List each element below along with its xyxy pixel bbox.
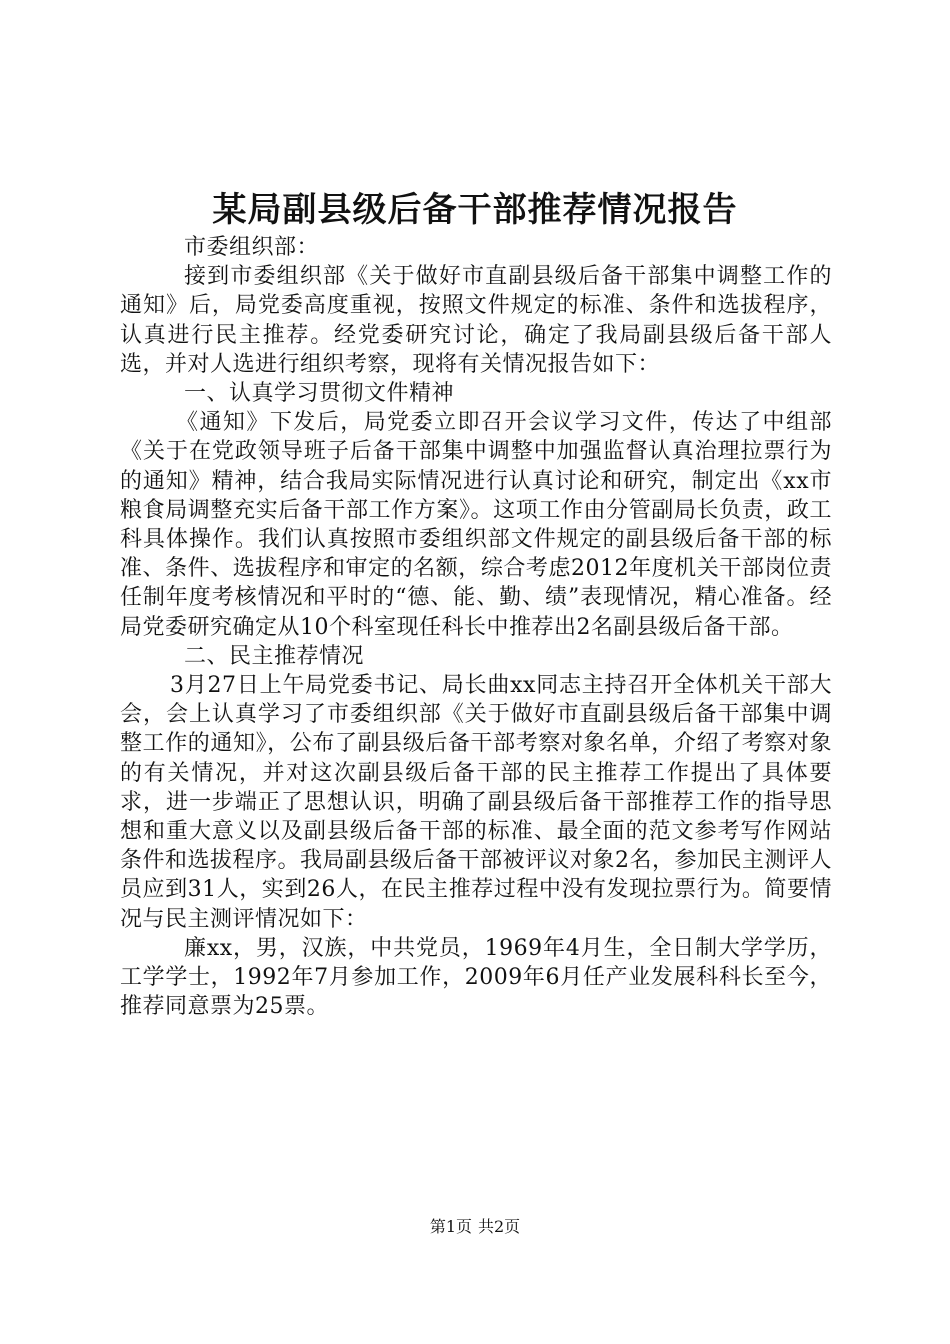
section-heading-1: 一、认真学习贯彻文件精神	[184, 381, 455, 407]
section-1-paragraph: 《通知》下发后，局党委立即召开会议学习文件，传达了中组部《关于在党政领导班子后备干部集中调整中加强监督认真治理拉票行为的通知》精神，结合我局实际情况进行认真讨论和研究，制定出《xx市粮食局调整充实后备干部工作方案》。这项工作由分管副局长负责，政工科具体操作。我们认真按照市委组织部文件规定的副县级后备干部的标准、条件、选拔程序和审定的名额，综合考虑2012年度机关干部岗位责任制年度考核情况和平时的“德、能、勤、绩”表现情况，精心准备。经局党委研究确定从10个科室现任科长中推荐出2名副县级后备干部。	[120, 410, 832, 640]
candidate-paragraph: 廉xx，男，汉族，中共党员，1969年4月生，全日制大学学历，工学学士，1992年7月参加工作，2009年6月任产业发展科科长至今，推荐同意票为25票。	[120, 935, 832, 1020]
document-body	[120, 233, 832, 1021]
salutation: 市委组织部：	[184, 235, 320, 260]
section-heading-2: 二、民主推荐情况	[184, 643, 365, 669]
document-title: 某局副县级后备干部推荐情况报告	[212, 190, 738, 230]
section-2-paragraph: 3月27日上午局党委书记、局长曲xx同志主持召开全体机关干部大会，会上认真学习了市委组织部《关于做好市直副县级后备干部集中调整工作的通知》，公布了副县级后备干部考察对象名单，介绍了考察对象的有关情况，并对这次副县级后备干部的民主推荐工作提出了具体要求，进一步端正了思想认识，明确了副县级后备干部推荐工作的指导思想和重大意义以及副县级后备干部的标准、最全面的范文参考写作网站条件和选拔程序。我局副县级后备干部被评议对象2名，参加民主测评人员应到31人，实到26人，在民主推荐过程中没有发现拉票行为。简要情况与民主测评情况如下：	[120, 673, 832, 932]
intro-paragraph: 接到市委组织部《关于做好市直副县级后备干部集中调整工作的通知》后，局党委高度重视，按照文件规定的标准、条件和选拔程序，认真进行民主推荐。经党委研究讨论，确定了我局副县级后备干部人选，并对人选进行组织考察，现将有关情况报告如下：	[120, 264, 832, 377]
page-number: 第1页	[429, 1217, 472, 1236]
page-total: 共2页	[478, 1217, 521, 1236]
page-footer	[0, 1216, 950, 1238]
